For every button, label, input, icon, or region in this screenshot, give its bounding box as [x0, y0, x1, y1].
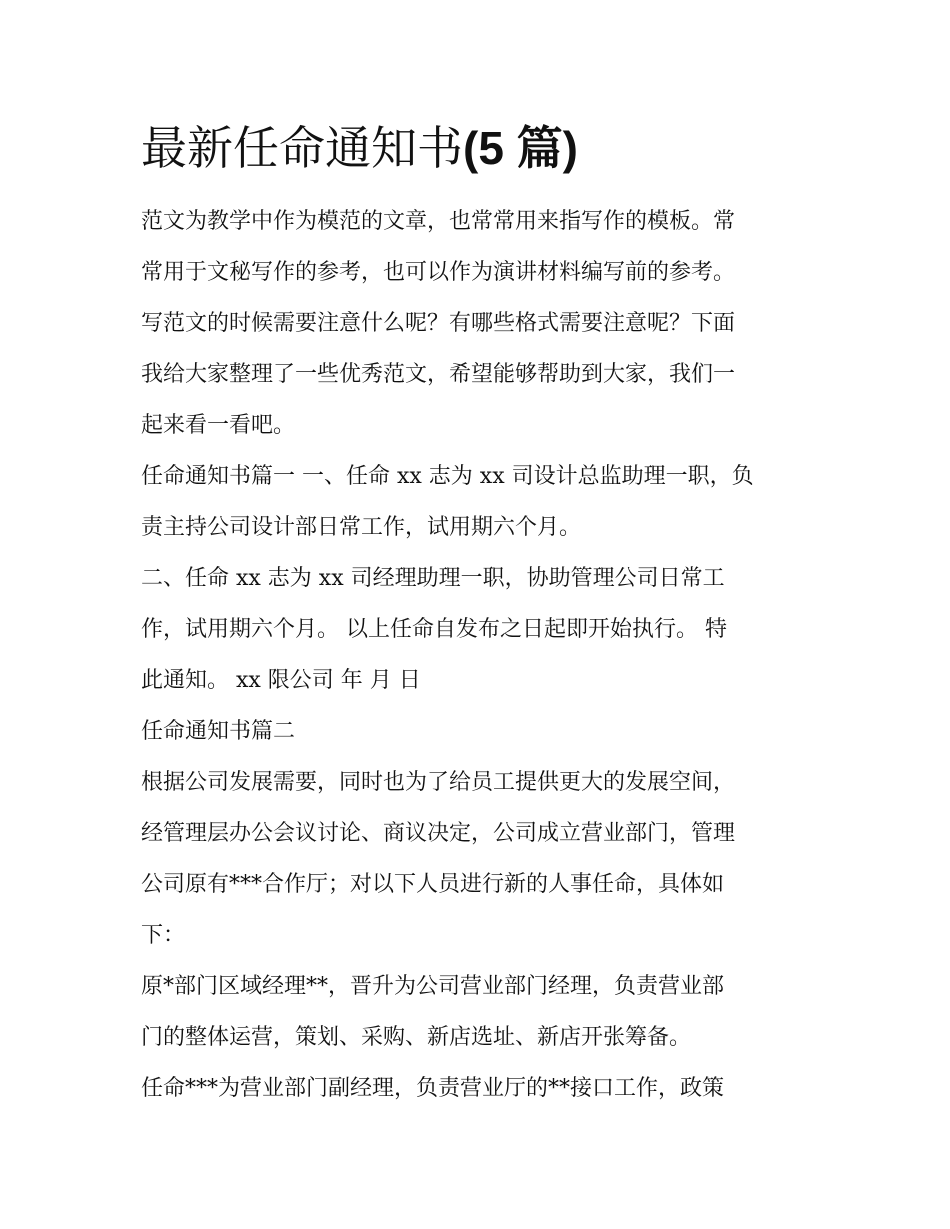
paragraph-line: 任命通知书篇一 一、任命 xx 志为 xx 司设计总监助理一职，负: [141, 464, 754, 489]
paragraph-line: 二、任命 xx 志为 xx 司经理助理一职，协助管理公司日常工: [141, 566, 725, 591]
section-heading: 任命通知书篇二: [141, 719, 296, 744]
paragraph-line: 作，试用期六个月。 以上任命自发布之日起即开始执行。 特: [141, 617, 727, 642]
paragraph-line: 公司原有***合作厅；对以下人员进行新的人事任命，具体如: [141, 872, 725, 897]
title-count: (5 篇): [463, 122, 578, 174]
paragraph-line: 此通知。 xx 限公司 年 月 日: [141, 668, 421, 693]
paragraph-line: 根据公司发展需要，同时也为了给员工提供更大的发展空间，: [141, 770, 736, 795]
paragraph-line: 起来看一看吧。: [141, 413, 296, 438]
paragraph-line: 下：: [141, 923, 186, 948]
document-title: [141, 118, 578, 178]
paragraph-line: 写范文的时候需要注意什么呢？有哪些格式需要注意呢？下面: [141, 311, 736, 336]
paragraph-line: 常用于文秘写作的参考，也可以作为演讲材料编写前的参考。: [141, 260, 736, 285]
paragraph-line: 门的整体运营，策划、采购、新店选址、新店开张筹备。: [141, 1025, 692, 1050]
paragraph-line: 范文为教学中作为模范的文章，也常常用来指写作的模板。常: [141, 209, 736, 234]
paragraph-line: 任命***为营业部门副经理，负责营业厅的**接口工作，政策: [141, 1076, 725, 1101]
paragraph-line: 原*部门区域经理**，晋升为公司营业部门经理，负责营业部: [141, 974, 725, 999]
title-text: 最新任命通知书: [141, 121, 463, 175]
paragraph-line: 责主持公司设计部日常工作，试用期六个月。: [141, 515, 582, 540]
paragraph-line: 经管理层办公会议讨论、商议决定，公司成立营业部门，管理: [141, 821, 736, 846]
paragraph-line: 我给大家整理了一些优秀范文，希望能够帮助到大家，我们一: [141, 362, 736, 387]
